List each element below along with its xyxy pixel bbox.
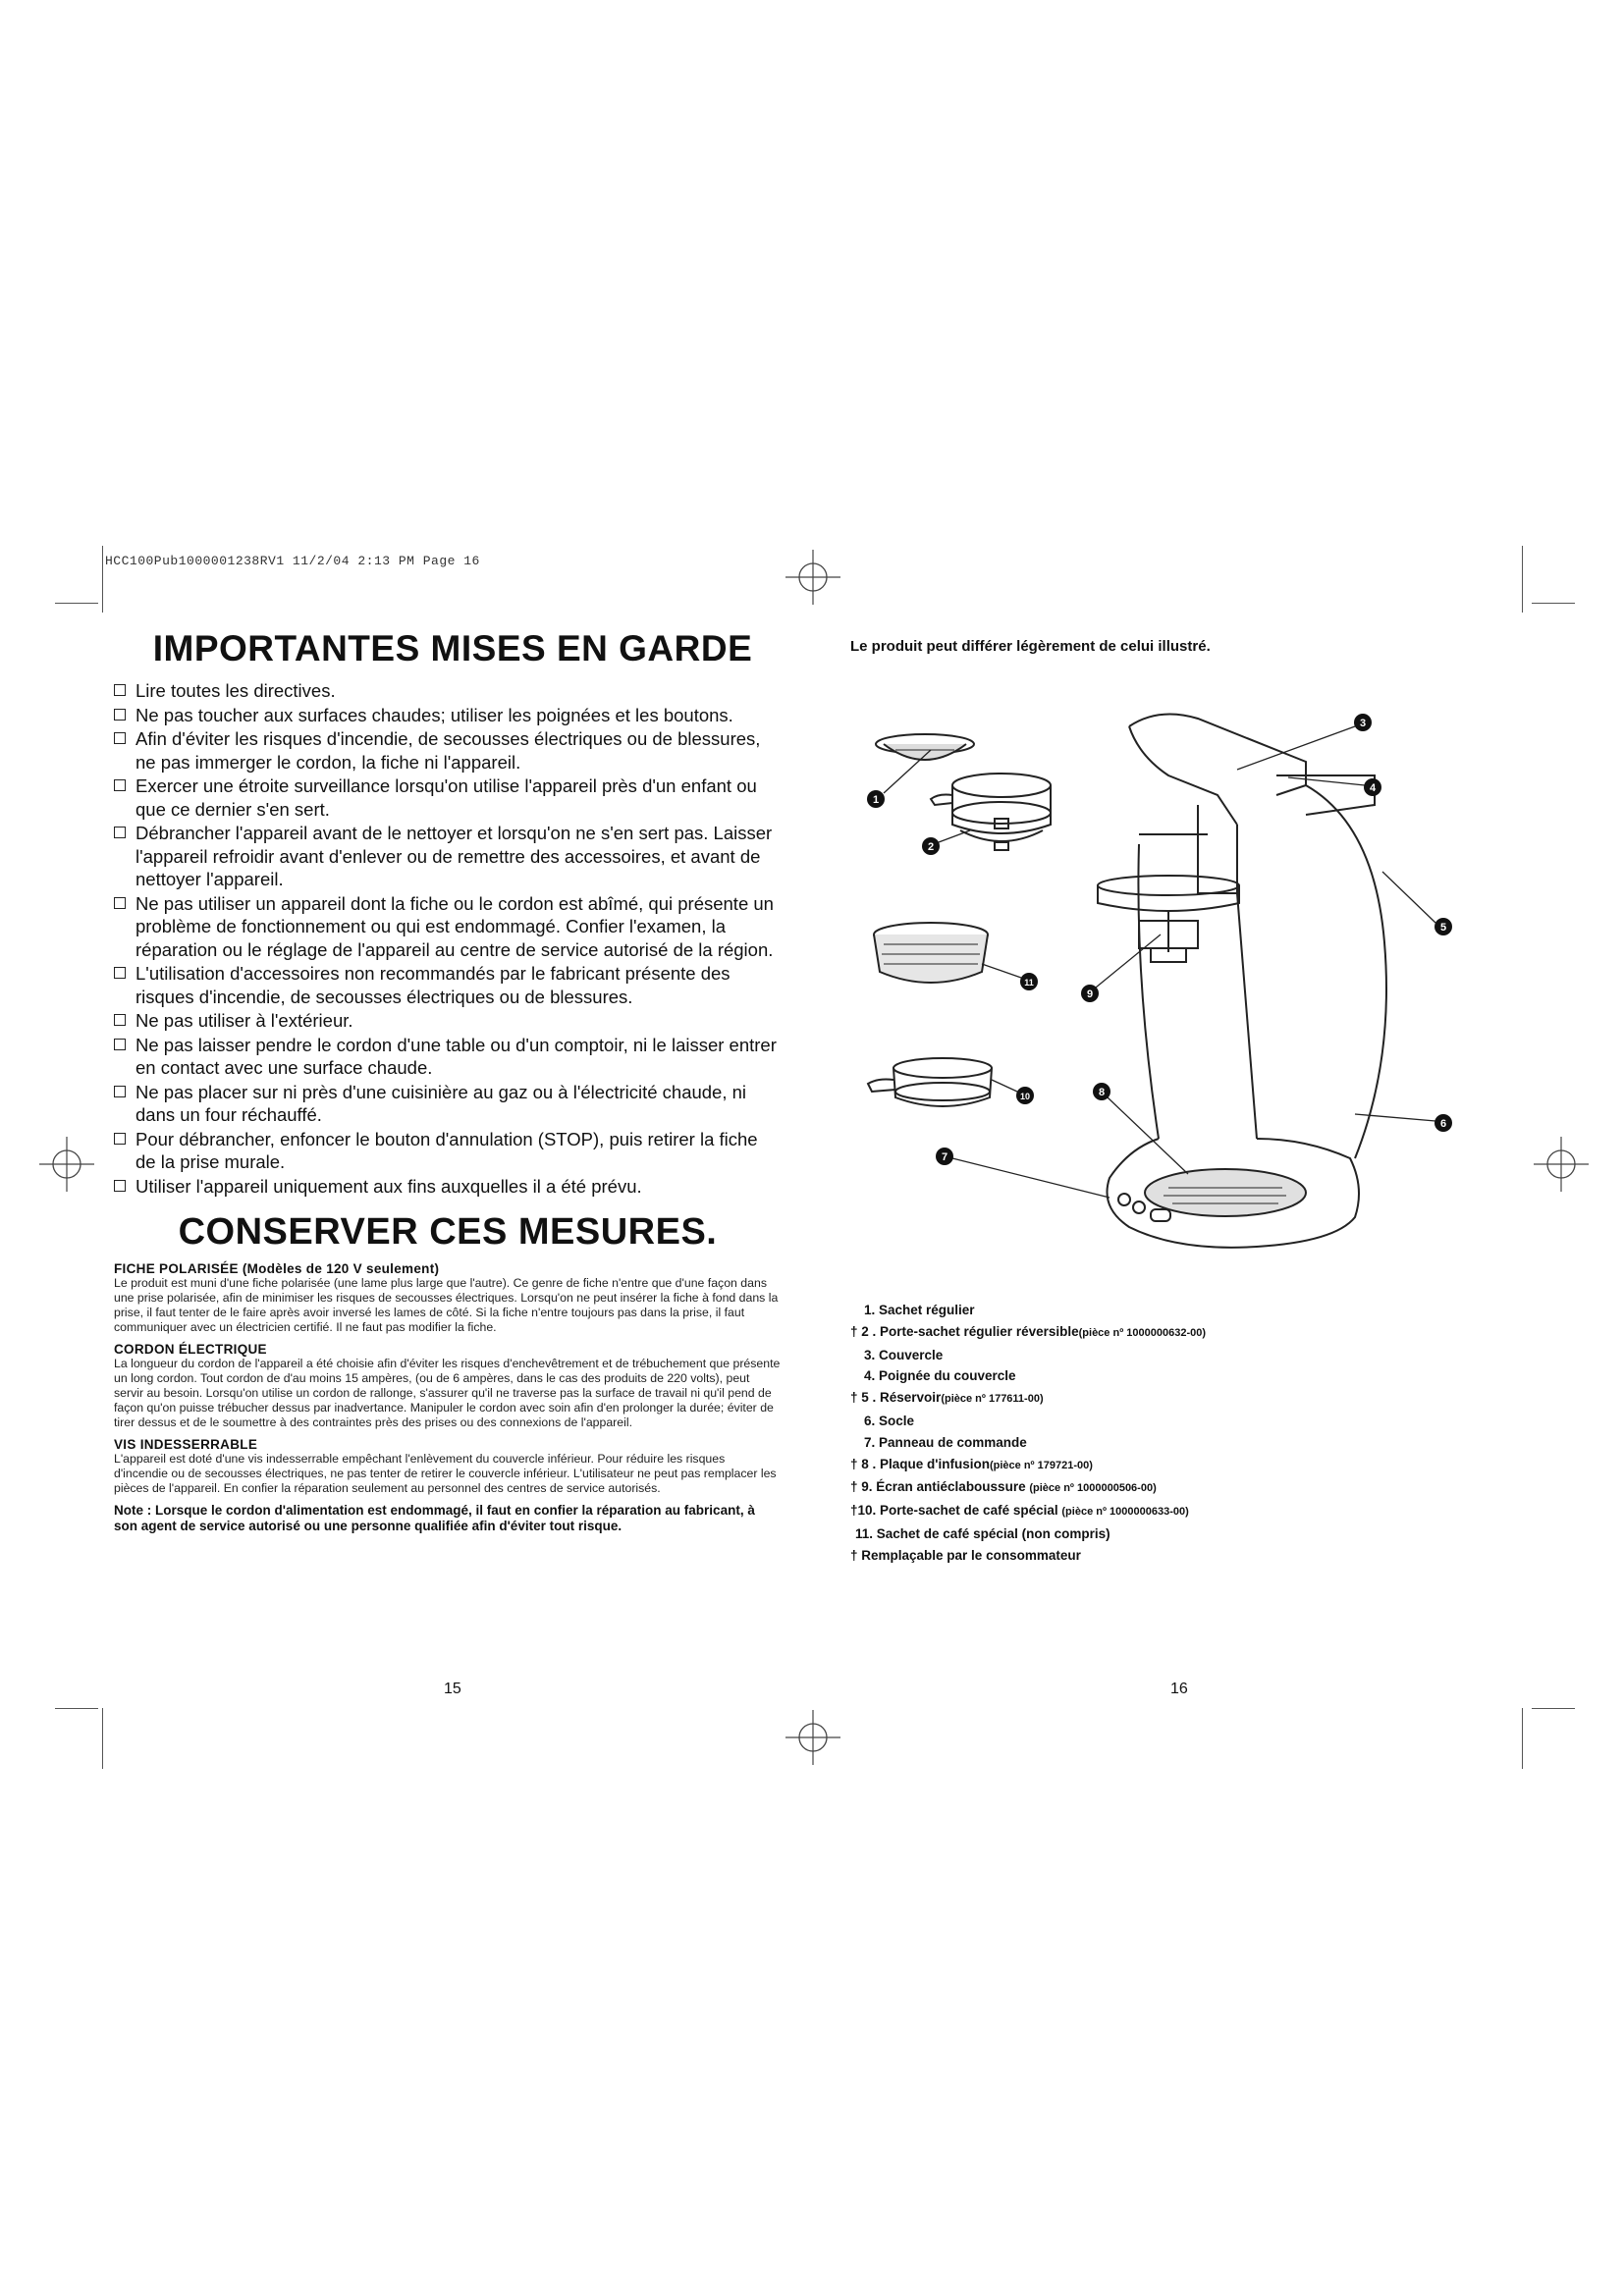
section-heading: VIS INDESSERRABLE	[114, 1437, 258, 1452]
svg-text:4: 4	[1369, 782, 1377, 794]
registration-mark-bottom	[785, 1710, 840, 1765]
list-item: Afin d'éviter les risques d'incendie, de secousses électriques ou de blessures, ne pas immerger le cordon, la fiche ni l'appareil.	[114, 727, 782, 774]
left-page	[114, 628, 782, 1534]
list-item: Ne pas toucher aux surfaces chaudes; utiliser les poignées et les boutons.	[114, 704, 782, 727]
list-item: 4. Poignée du couvercle	[864, 1368, 1016, 1384]
registration-mark-top	[785, 550, 840, 605]
section-polarized-plug	[114, 1261, 782, 1335]
registration-mark-right	[1534, 1137, 1589, 1192]
list-item: Débrancher l'appareil avant de le nettoyer et lorsqu'on ne s'en sert pas. Laisser l'appareil refroidir avant d'enlever ou de remettre des accessoires, et avant de nettoyer l'appareil.	[114, 822, 782, 891]
save-title: CONSERVER CES MESURES.	[178, 1211, 718, 1253]
specialty-pod-illustration	[874, 923, 988, 983]
list-item: 6. Socle	[864, 1413, 915, 1428]
svg-text:7: 7	[941, 1151, 948, 1163]
list-item: 7. Panneau de commande	[864, 1434, 1027, 1450]
callout-9	[1081, 985, 1099, 1002]
callout-2	[922, 837, 940, 855]
list-item: Ne pas laisser pendre le cordon d'une table ou d'un comptoir, ni le laisser entrer en contact avec une surface chaude.	[114, 1034, 782, 1080]
list-item: †10. Porte-sachet de café spécial (pièce nº 1000000633-00)	[850, 1503, 1189, 1519]
coffee-maker-body	[1098, 715, 1386, 1248]
registration-mark-left	[39, 1137, 94, 1192]
callout-6	[1435, 1114, 1452, 1132]
list-item: † 9. Écran antiéclaboussure (pièce nº 1000000506-00)	[850, 1479, 1157, 1495]
illustration-caption: Le produit peut différer légèrement de celui illustré.	[850, 638, 1211, 655]
section-body: L'appareil est doté d'une vis indesserrable empêchant l'enlèvement du couvercle inférieur. Pour réduire les risques d'incendie ou de secousses électriques, ne pas tenter de retirer le couvercle inférieur. L'utilisateur ne peut pas remplacer les pièces de l'appareil. En confier la réparation seulement au personnel des centres de service autorisés.	[114, 1452, 777, 1495]
parts-list	[850, 1300, 1206, 1567]
section-power-cord	[114, 1342, 782, 1430]
warnings-list	[114, 679, 782, 1198]
list-item: Utiliser l'appareil uniquement aux fins auxquelles il a été prévu.	[114, 1175, 782, 1199]
specialty-pod-holder-illustration	[868, 1058, 992, 1106]
callout-5	[1435, 918, 1452, 935]
list-item: Ne pas utiliser à l'extérieur.	[114, 1009, 782, 1033]
list-item: 11. Sachet de café spécial (non compris)	[855, 1525, 1110, 1541]
print-slug: HCC100Pub1000001238RV1 11/2/04 2:13 PM Page 16	[105, 554, 480, 568]
list-item: † 5 . Réservoir(pièce nº 177611-00)	[850, 1390, 1044, 1406]
page-title: IMPORTANTES MISES EN GARDE	[152, 628, 753, 668]
list-item: Lire toutes les directives.	[114, 679, 782, 703]
svg-text:10: 10	[1019, 1092, 1031, 1101]
callout-10	[1016, 1087, 1034, 1104]
list-item: Ne pas placer sur ni près d'une cuisinière au gaz ou à l'électricité chaude, ni dans un four réchauffé.	[114, 1081, 782, 1127]
list-item: † 2 . Porte-sachet régulier réversible(pièce nº 1000000632-00)	[850, 1323, 1207, 1339]
coffee-maker-diagram	[844, 687, 1512, 1276]
svg-text:6: 6	[1439, 1118, 1447, 1130]
list-item: Ne pas utiliser un appareil dont la fiche ou le cordon est abîmé, qui présente un problème de fonctionnement ou qui est endommagé. Confier l'examen, la réparation ou le réglage de l'appareil au centre de service autorisé de la région.	[114, 892, 782, 962]
page-number-right: 16	[1170, 1681, 1188, 1697]
svg-text:2: 2	[927, 841, 935, 853]
callout-4	[1364, 778, 1381, 796]
section-tamper-screw	[114, 1437, 782, 1496]
svg-text:11: 11	[1024, 978, 1034, 988]
svg-text:5: 5	[1439, 922, 1447, 934]
svg-text:8: 8	[1098, 1087, 1106, 1098]
callout-3	[1354, 714, 1372, 731]
section-heading-note: (Modèles de 120 V seulement)	[242, 1261, 440, 1276]
section-body: Le produit est muni d'une fiche polarisée (une lame plus large que l'autre). Ce genre de fiche n'entre que d'une façon dans une prise polarisée, afin de minimiser les risques de secousses électriques. Lorsqu'on ne peut insérer la fiche à fond dans la prise, il faut tenter de le faire après avoir inversé les lames de côté. Si la fiche n'entre toujours pas dans la prise, il faut communiquer avec un électricien certifié. Il ne faut pas modifier la fiche.	[114, 1276, 779, 1334]
svg-text:9: 9	[1086, 988, 1094, 1000]
section-heading: FICHE POLARISÉE	[114, 1261, 239, 1276]
section-heading: CORDON ÉLECTRIQUE	[114, 1342, 267, 1357]
list-item: 1. Sachet régulier	[864, 1303, 975, 1317]
callout-11	[1020, 973, 1038, 990]
svg-text:3: 3	[1359, 718, 1367, 729]
note-text: Note : Lorsque le cordon d'alimentation est endommagé, il faut en confier la réparation au fabricant, à son agent de service autorisé ou une personne qualifiée afin d'éviter tout risque.	[114, 1503, 755, 1533]
list-item: L'utilisation d'accessoires non recommandés par le fabricant présente des risques d'incendie, de secousses électriques ou de blessures.	[114, 962, 782, 1008]
svg-text:1: 1	[872, 794, 880, 806]
callout-8	[1093, 1083, 1110, 1100]
list-item: 3. Couvercle	[864, 1347, 944, 1362]
list-item: † 8 . Plaque d'infusion(pièce nº 179721-00)	[850, 1456, 1093, 1471]
list-item: Pour débrancher, enfoncer le bouton d'annulation (STOP), puis retirer la fiche de la prise murale.	[114, 1128, 782, 1174]
callout-7	[936, 1148, 953, 1165]
callout-1	[867, 790, 885, 808]
section-body: La longueur du cordon de l'appareil a été choisie afin d'éviter les risques d'enchevêtrement et de trébuchement que présente un long cordon. Tout cordon de d'au moins 15 ampères, (ou de 6 ampères, dans le cas des produits de 220 volts), peut servir au besoin. Lorsqu'on utilise un cordon de rallonge, s'assurer qu'il ne traverse pas la surface de travail ni qu'il pend de façon qu'on puisse trébucher dessus par inadvertance. Manipuler le cordon avec soin afin d'en prolonger la durée; éviter de tirer dessus et de le soumettre à des contraintes près des prises ou des connexions de l'appareil.	[114, 1357, 781, 1429]
list-item: Exercer une étroite surveillance lorsqu'on utilise l'appareil près d'un enfant ou que ce dernier s'en sert.	[114, 774, 782, 821]
list-item: † Remplaçable par le consommateur	[850, 1547, 1081, 1563]
page-number-left: 15	[444, 1681, 461, 1697]
